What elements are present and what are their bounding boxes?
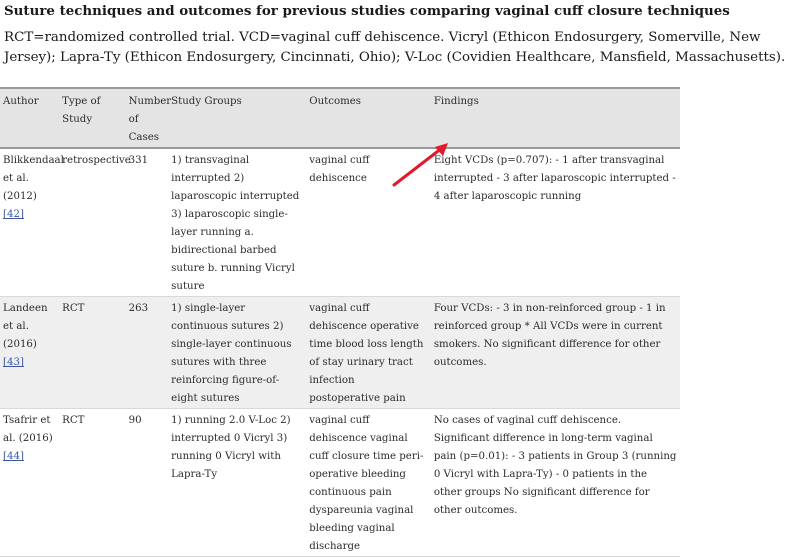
cell-type: RCT xyxy=(59,297,125,409)
cell-author xyxy=(0,409,59,557)
author-text: Blikkendaal et al. (2012) xyxy=(3,155,64,202)
caption-line-1: RCT=randomized controlled trial. VCD=vaginal cuff dehiscence. Vicryl (Ethicon Endosurgery, Somerville, New xyxy=(4,30,761,45)
cell-findings: Four VCDs: - 3 in non-reinforced group - 1 in reinforced group * All VCDs were in current smokers. No significant difference for other outcomes. xyxy=(431,297,680,409)
header-outcomes: Outcomes xyxy=(306,88,431,148)
cell-type: RCT xyxy=(59,409,125,557)
caption-line-2: Jersey); Lapra-Ty (Ethicon Endosurgery, Cincinnati, Ohio); V-Loc (Covidien Healthcare, Mansfield, Massachusetts). xyxy=(4,50,785,65)
reference-link[interactable]: [44] xyxy=(3,451,24,462)
table-row xyxy=(0,409,680,557)
cell-groups: 1) running 2.0 V-Loc 2) interrupted 0 Vicryl 3) running 0 Vicryl with Lapra-Ty xyxy=(168,409,306,557)
cell-findings: Eight VCDs (p=0.707): - 1 after transvaginal interrupted - 3 after laparoscopic interrupted - 4 after laparoscopic running xyxy=(431,148,680,297)
table-title: Suture techniques and outcomes for previous studies comparing vaginal cuff closure techniques xyxy=(4,3,730,19)
author-text: Tsafrir et al. (2016) xyxy=(3,415,53,444)
table-row xyxy=(0,297,680,409)
reference-link[interactable]: [43] xyxy=(3,357,24,368)
header-findings: Findings xyxy=(431,88,680,148)
table-row xyxy=(0,148,680,297)
cell-number: 90 xyxy=(126,409,169,557)
header-groups: Study Groups xyxy=(168,88,306,148)
cell-number: 331 xyxy=(126,148,169,297)
studies-table xyxy=(0,87,680,557)
cell-findings: No cases of vaginal cuff dehiscence. Significant difference in long-term vaginal pain (p=0.01): - 3 patients in Group 3 (running 0 Vicryl with Lapra-Ty) - 0 patients in the other groups No significant difference for other outcomes. xyxy=(431,409,680,557)
arrow-head xyxy=(435,143,448,156)
reference-link[interactable]: [42] xyxy=(3,209,24,220)
cell-author xyxy=(0,148,64,297)
cell-groups: 1) transvaginal interrupted 2) laparoscopic interrupted 3) laparoscopic single-layer running a. bidirectional barbed suture b. running Vicryl suture xyxy=(168,148,306,297)
cell-outcomes: vaginal cuff dehiscence vaginal cuff closure time peri-operative bleeding continuous pain dyspareunia vaginal bleeding vaginal discharge xyxy=(306,409,431,557)
author-text: Landeen et al. (2016) xyxy=(3,303,48,350)
cell-number: 263 xyxy=(126,297,169,409)
header-number: Number of Cases xyxy=(126,88,169,148)
arrow-shaft xyxy=(394,148,442,185)
table-header-row xyxy=(0,88,680,148)
table-caption xyxy=(4,28,785,68)
red-arrow-annotation xyxy=(390,140,450,190)
cell-type: retrospective xyxy=(59,148,125,297)
header-author: Author xyxy=(0,88,59,148)
cell-outcomes: vaginal cuff dehiscence xyxy=(306,148,431,297)
cell-outcomes: vaginal cuff dehiscence operative time blood loss length of stay urinary tract infection postoperative pain xyxy=(306,297,431,409)
header-type: Type of Study xyxy=(59,88,125,148)
cell-groups: 1) single-layer continuous sutures 2) single-layer continuous sutures with three reinforcing figure-of-eight sutures xyxy=(168,297,306,409)
cell-author xyxy=(0,297,59,409)
